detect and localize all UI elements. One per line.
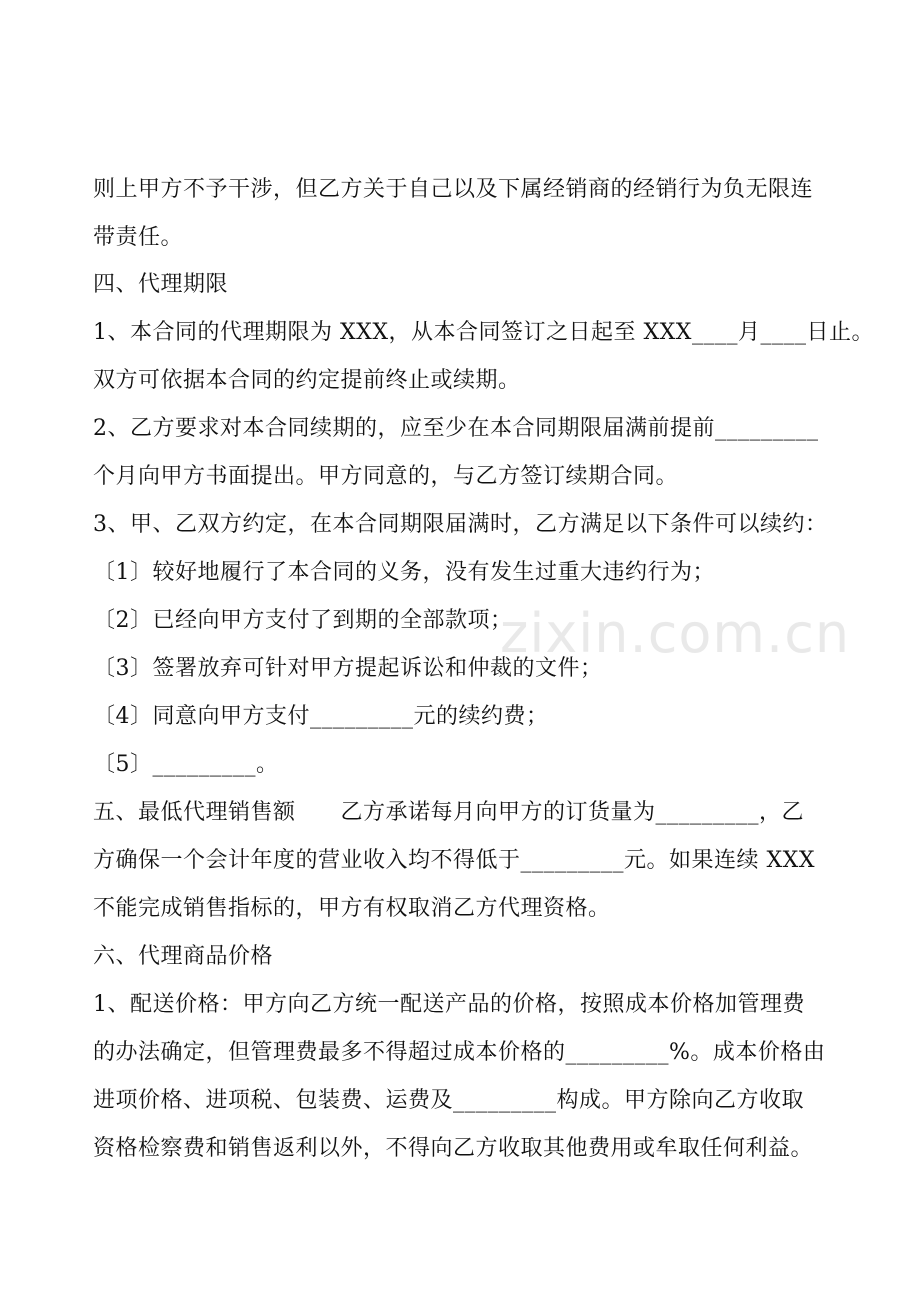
paragraph-line: 的办法确定，但管理费最多不得超过成本价格的_________%。成本价格由 [93,1040,826,1065]
section-heading: 四、代理期限 [93,272,229,297]
list-item: 〔2〕已经向甲方支付了到期的全部款项； [93,608,513,633]
paragraph-line: 2、乙方要求对本合同续期的，应至少在本合同期限届满前提前_________ [93,416,819,441]
paragraph-line: 则上甲方不予干涉，但乙方关于自己以及下属经销商的经销行为负无限连 [93,177,814,202]
section-heading-with-text: 五、最低代理销售额 乙方承诺每月向甲方的订货量为_________，乙 [93,800,805,825]
list-item: 〔3〕签署放弃可针对甲方提起诉讼和仲裁的文件； [93,656,603,681]
paragraph-line: 双方可依据本合同的约定提前终止或续期。 [93,368,521,393]
paragraph-line: 进项价格、进项税、包装费、运费及_________构成。甲方除向乙方收取 [93,1088,805,1113]
list-item: 〔5〕_________。 [93,752,279,777]
paragraph-line: 资格检察费和销售返利以外，不得向乙方收取其他费用或牟取任何利益。 [93,1136,814,1161]
paragraph-line: 个月向甲方书面提出。甲方同意的，与乙方签订续期合同。 [93,464,679,489]
paragraph-line: 1、本合同的代理期限为 XXX，从本合同签订之日起至 XXX____月____日止。 [93,320,874,345]
section-heading: 六、代理商品价格 [93,944,274,969]
list-item: 〔1〕较好地履行了本合同的义务，没有发生过重大违约行为； [93,560,715,585]
paragraph-line: 带责任。 [93,225,184,250]
list-item: 〔4〕同意向甲方支付_________元的续约费； [93,704,549,729]
watermark: zixin.com.cn [500,602,851,665]
paragraph-line: 方确保一个会计年度的营业收入均不得低于_________元。如果连续 XXX [93,848,815,873]
paragraph-line: 不能完成销售指标的，甲方有权取消乙方代理资格。 [93,896,611,921]
paragraph-line: 3、甲、乙双方约定，在本合同期限届满时，乙方满足以下条件可以续约： [93,512,828,537]
paragraph-line: 1、配送价格：甲方向乙方统一配送产品的价格，按照成本价格加管理费 [93,992,805,1017]
